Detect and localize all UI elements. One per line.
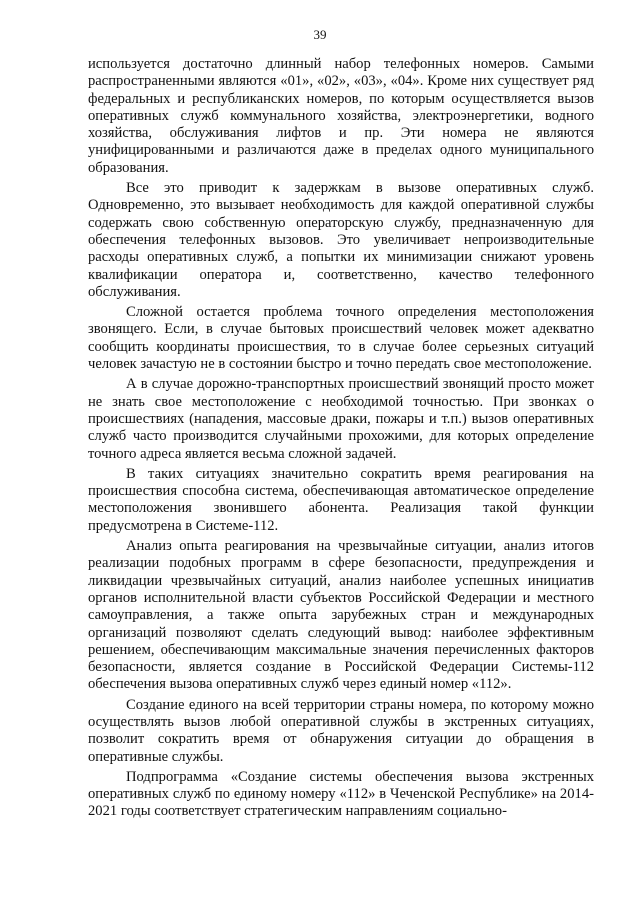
paragraph-2: Все это приводит к задержкам в вызове оперативных служб. Одновременно, это вызывает необходимость для каждой оперативной службы содержать свою собственную операторскую службу, предназначенную для обеспечения телефонных вызовов. Это увеличивает непроизводительные расходы оперативных служб, а попытки их минимизации снижают уровень квалификации оператора и, соответственно, качество телефонного обслуживания. bbox=[88, 180, 594, 300]
paragraph-7: Создание единого на всей территории страны номера, по которому можно осуществлять вызов любой оперативной службы в экстренных ситуациях, позволит сократить время от обнаружения ситуации до обращения в оперативные службы. bbox=[88, 696, 594, 765]
paragraph-5: В таких ситуациях значительно сократить время реагирования на происшествия способна система, обеспечивающая автоматическое определение местоположения звонившего абонента. Реализация такой функции предусмотрена в Системе-112. bbox=[88, 465, 594, 534]
paragraph-1: используется достаточно длинный набор телефонных номеров. Самыми распространенными являются «01», «02», «03», «04». Кроме них существует ряд федеральных и республиканских номеров, по которым осуществляется вызов оперативных служб коммунального хозяйства, электроэнергетики, водного хозяйства, обслуживания лифтов и пр. Эти номера не являются унифицированными и различаются даже в пределах одного муниципального образования. bbox=[88, 56, 594, 176]
paragraph-4: А в случае дорожно-транспортных происшествий звонящий просто может не знать свое местоположение с необходимой точностью. При звонках о происшествиях (нападения, массовые драки, пожары и т.п.) вызов оперативных служб часто производится случайными прохожими, для которых определение точного адреса является весьма сложной задачей. bbox=[88, 376, 594, 462]
page-number: 39 bbox=[313, 27, 327, 42]
body-text bbox=[88, 56, 594, 824]
paragraph-6: Анализ опыта реагирования на чрезвычайные ситуации, анализ итогов реализации подобных программ в сфере безопасности, предупреждения и ликвидации чрезвычайных ситуаций, анализ наиболее успешных инициатив органов исполнительной власти субъектов Российской Федерации и местного самоуправления, а также опыта зарубежных стран и международных организаций позволяют сделать следующий вывод: наиболее эффективным решением, обеспечивающим максимальные значения перечисленных факторов безопасности, является создание в Российской Федерации Системы-112 обеспечения вызова оперативных служб через единый номер «112». bbox=[88, 538, 594, 693]
paragraph-3: Сложной остается проблема точного определения местоположения звонящего. Если, в случае бытовых происшествий человек может адекватно сообщить координаты происшествия, то в случае более серьезных ситуаций человек зачастую не в состоянии быстро и точно передать свое местоположение. bbox=[88, 304, 594, 373]
paragraph-8: Подпрограмма «Создание системы обеспечения вызова экстренных оперативных служб по единому номеру «112» в Чеченской Республике» на 2014-2021 годы соответствует стратегическим направлениям социально- bbox=[88, 768, 594, 820]
